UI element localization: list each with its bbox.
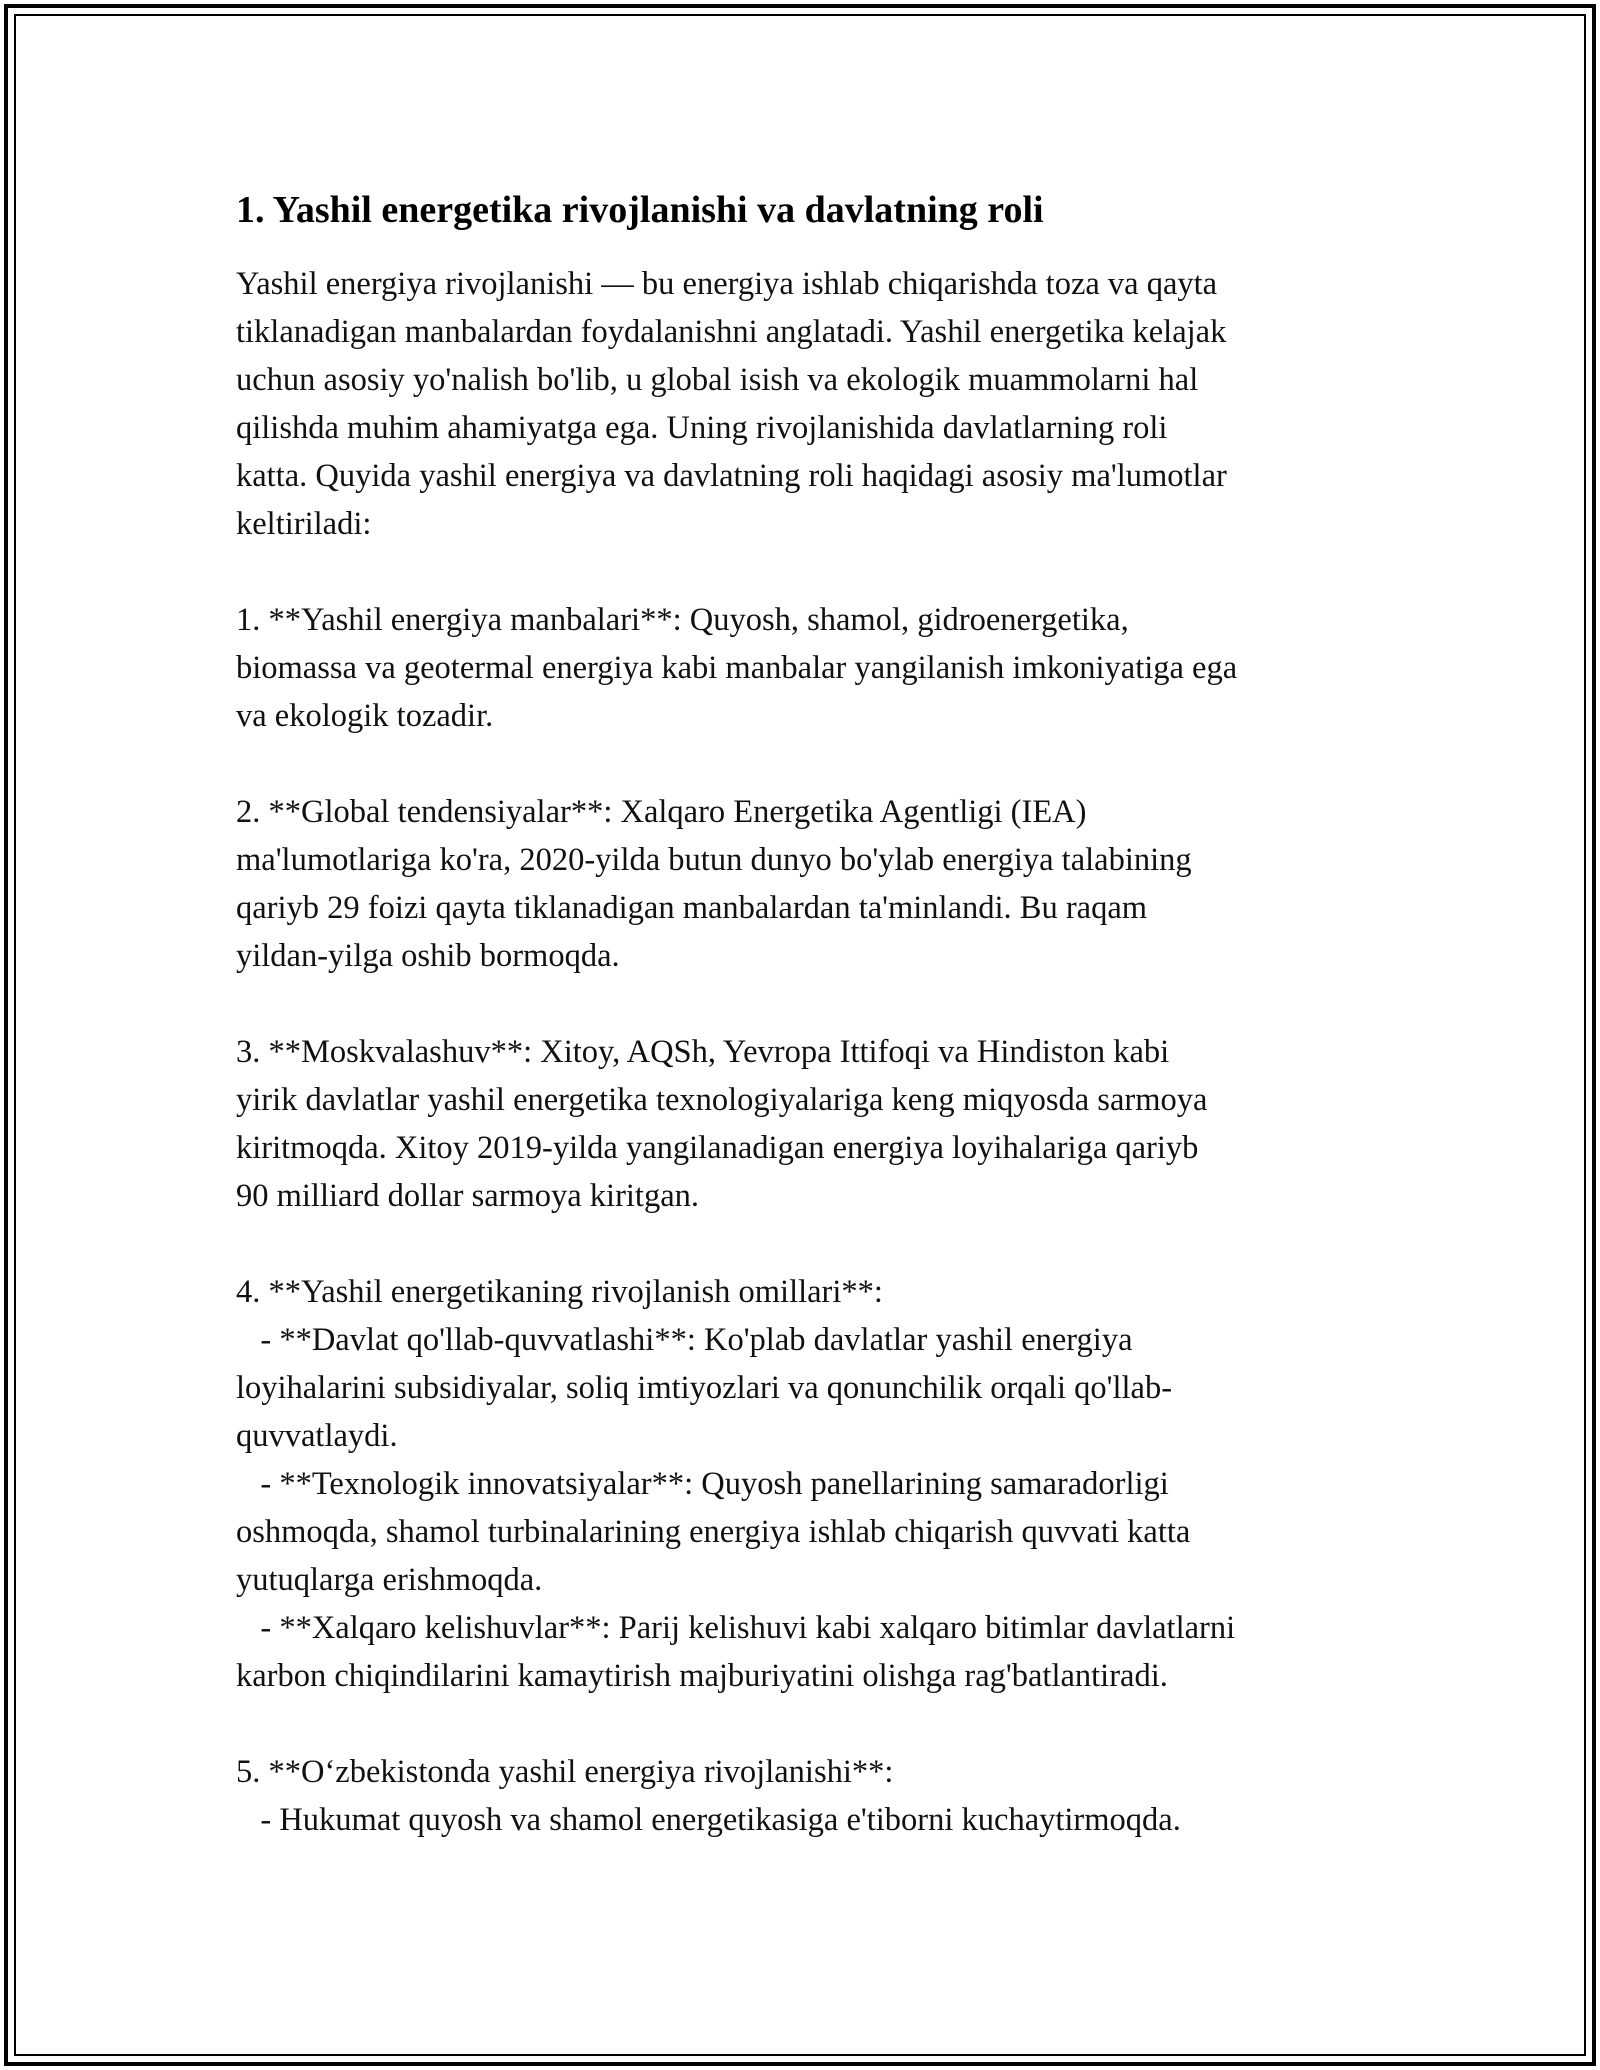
list-item-investment: 3. **Moskvalashuv**: Xitoy, AQSh, Yevropa Ittifoqi va Hindiston kabi yirik davlatlar yashil energetika texnologiyalariga keng miqyosda sarmoya kiritmoqda. Xitoy 2019-yilda yangilanadigan energiya loyihalariga qariyb 90 milliard dollar sarmoya kiritgan. (236, 1034, 1208, 1214)
list-item-energy-sources: 1. **Yashil energiya manbalari**: Quyosh, shamol, gidroenergetika, biomassa va geotermal energiya kabi manbalar yangilanish imkoniyatiga ega va ekologik tozadir. (236, 602, 1238, 734)
intro-paragraph: Yashil energiya rivojlanishi — bu energiya ishlab chiqarishda toza va qayta tiklanadigan manbalardan foydalanishni anglatadi. Yashil energetika kelajak uchun asosiy yo'nalish bo'lib, u global isish va ekologik muammolarni hal qilishda muhim ahamiyatga ega. Uning rivojlanishida davlatlarning roli katta. Quyida yashil energiya va davlatning roli haqidagi asosiy ma'lumotlar keltiriladi: (236, 266, 1227, 542)
document-body (236, 186, 1396, 1844)
document-title: 1. Yashil energetika rivojlanishi va davlatning roli (236, 189, 1044, 231)
list-item-development-factors: 4. **Yashil energetikaning rivojlanish omillari**: - **Davlat qo'llab-quvvatlashi**: Ko'plab davlatlar yashil energiya loyihalarini subsidiyalar, soliq imtiyozlari va qonunchilik orqali qo'llab- quvvatlaydi. - **Texnologik innovatsiyalar**: Quyosh panellarining samaradorligi oshmoqda, shamol turbinalarining energiya ishlab chiqarish quvvati katta yutuqlarga erishmoqda. - **Xalqaro kelishuvlar**: Parij kelishuvi kabi xalqaro bitimlar davlatlarni karbon chiqindilarini kamaytirish majburiyatini olishga rag'batlantiradi. (236, 1274, 1236, 1694)
list-item-uzbekistan: 5. **Oʻzbekistonda yashil energiya rivojlanishi**: - Hukumat quyosh va shamol energetikasiga e'tiborni kuchaytirmoqda. (236, 1754, 1181, 1838)
list-item-global-trends: 2. **Global tendensiyalar**: Xalqaro Energetika Agentligi (IEA) ma'lumotlariga ko'ra, 2020-yilda butun dunyo bo'ylab energiya talabining qariyb 29 foizi qayta tiklanadigan manbalardan ta'minlandi. Bu raqam yildan-yilga oshib bormoqda. (236, 794, 1192, 974)
